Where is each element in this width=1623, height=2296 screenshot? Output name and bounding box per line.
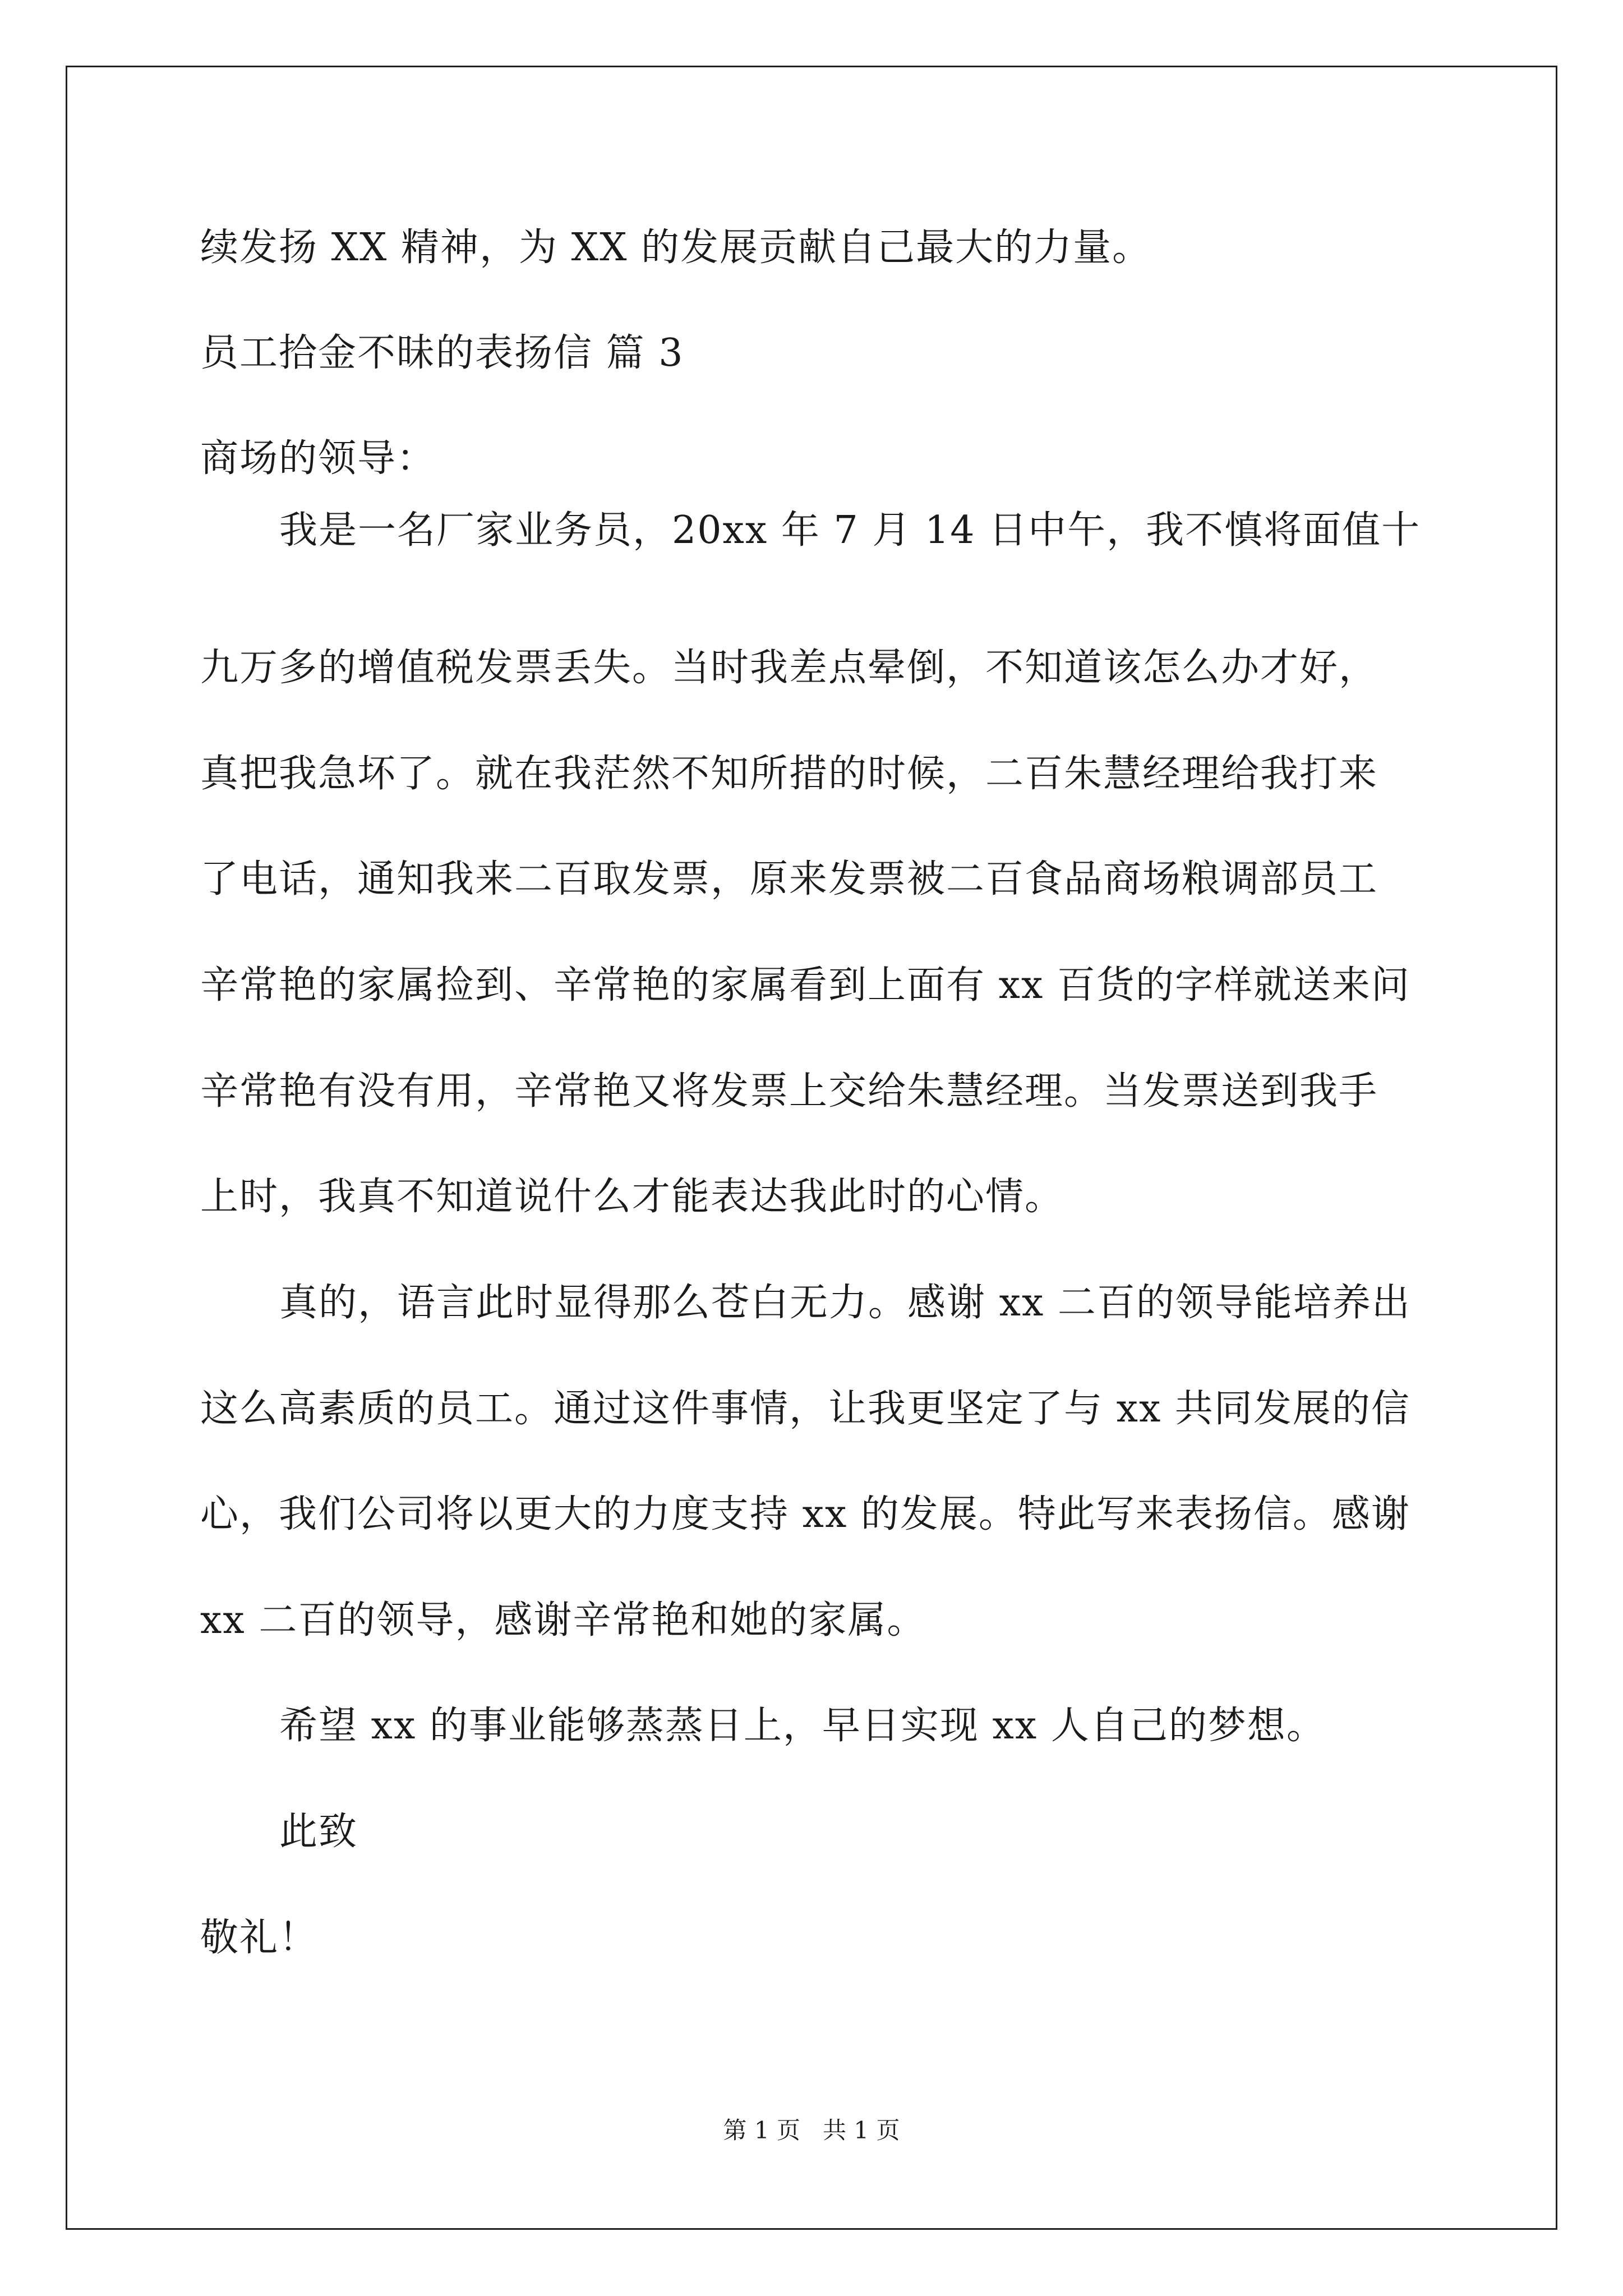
closing-line: 此致 [279, 1810, 358, 1854]
body-line: 九万多的增值税发票丢失。当时我差点晕倒，不知道该怎么办才好， [200, 646, 1378, 690]
closing-greeting: 敬礼！ [200, 1916, 319, 1960]
body-line: 真的，语言此时显得那么苍白无力。感谢 xx 二百的领导能培养出 [279, 1281, 1411, 1325]
body-line: 了电话，通知我来二百取发票，原来发票被二百食品商场粮调部员工 [200, 857, 1378, 901]
body-line: 真把我急坏了。就在我茫然不知所措的时候，二百朱慧经理给我打来 [200, 752, 1378, 796]
body-line: 辛常艳的家属捡到、辛常艳的家属看到上面有 xx 百货的字样就送来问 [200, 963, 1410, 1007]
body-line: xx 二百的领导，感谢辛常艳和她的家属。 [200, 1598, 926, 1642]
page-border [66, 66, 1557, 2230]
body-line: 我是一名厂家业务员，20xx 年 7 月 14 日中午，我不慎将面值十 [279, 508, 1421, 553]
body-line: 续发扬 XX 精神，为 XX 的发展贡献自己最大的力量。 [200, 226, 1152, 270]
body-line: 辛常艳有没有用，辛常艳又将发票上交给朱慧经理。当发票送到我手 [200, 1069, 1378, 1114]
body-line: 这么高素质的员工。通过这件事情，让我更坚定了与 xx 共同发展的信 [200, 1387, 1410, 1431]
body-line: 心，我们公司将以更大的力度支持 xx 的发展。特此写来表扬信。感谢 [200, 1492, 1410, 1536]
body-line: 上时，我真不知道说什么才能表达我此时的心情。 [200, 1175, 1064, 1219]
section-heading: 员工拾金不昧的表扬信 篇 3 [200, 331, 684, 375]
salutation: 商场的领导： [200, 436, 436, 481]
page-footer: 第 1 页 共 1 页 [723, 2116, 900, 2144]
body-line: 希望 xx 的事业能够蒸蒸日上，早日实现 xx 人自己的梦想。 [279, 1704, 1326, 1748]
